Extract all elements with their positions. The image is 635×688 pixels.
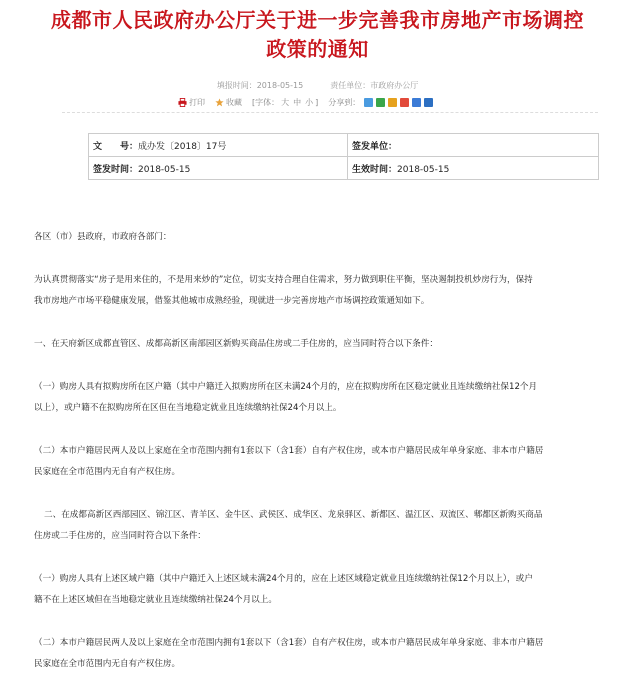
meta-date: 2018-05-15: [256, 81, 304, 90]
issue-date-value: 2018-05-15: [138, 164, 191, 175]
section-2-clause-2-line1: （二）本市户籍居民两人及以上家庭在全市范围内拥有1套以下（含1套）自有产权住房，或本市户籍居民成年单身家庭、非本市户籍居: [34, 638, 544, 648]
font-size-prefix: [字体：: [252, 98, 280, 107]
section-2-clause-2-line2: 民家庭在全市范围内无自有产权住房。: [34, 659, 181, 669]
toolbar-divider: [62, 112, 598, 113]
font-size-medium[interactable]: 中: [293, 98, 302, 107]
issuer-label: 签发单位：: [352, 141, 398, 152]
font-size-suffix: ]: [315, 98, 319, 107]
section-2-heading-line1: 二、在成都高新区西部园区、锦江区、青羊区、金牛区、武侯区、成华区、龙泉驿区、新都区、温江区、双流区、郫都区新购买商品: [44, 510, 543, 520]
font-size-switcher: [252, 97, 318, 108]
salutation: 各区（市）县政府，市政府各部门：: [34, 232, 172, 242]
paragraph-intro-line2: 我市房地产市场平稳健康发展，借鉴其他城市成熟经验，现就进一步完善房地产市场调控政策通知如下。: [34, 296, 430, 306]
printer-icon: [178, 98, 187, 107]
section-2-clause-1-line1: （一）购房人具有上述区域户籍（其中户籍迁入上述区域未满24个月的，应在上述区域稳定就业且连续缴纳社保12个月以上），或户: [34, 574, 533, 584]
section-2-clause-1-line2: 籍不在上述区域但在当地稳定就业且连续缴纳社保24个月以上。: [34, 595, 277, 605]
info-row: [89, 134, 599, 157]
issuer-cell: [348, 134, 599, 157]
print-button[interactable]: [178, 97, 205, 108]
doc-number-value: 成办发〔2018〕17号: [138, 141, 227, 152]
share-weibo-icon[interactable]: [364, 98, 373, 107]
share-douban-icon[interactable]: [412, 98, 421, 107]
section-1-clause-1-line2: 以上），或户籍不在拟购房所在区但在当地稳定就业且连续缴纳社保24个月以上。: [34, 403, 342, 413]
effective-date-value: 2018-05-15: [397, 164, 450, 175]
section-1-clause-1-line1: （一）购房人具有拟购房所在区户籍（其中户籍迁入拟购房所在区未满24个月的，应在拟购房所在区稳定就业且连续缴纳社保12个月: [34, 382, 538, 392]
star-icon: [215, 98, 224, 107]
section-1-heading: 一、在天府新区成都直管区、成都高新区南部园区新购买商品住房或二手住房的，应当同时符合以下条件：: [34, 339, 438, 349]
doc-number-cell: [89, 134, 348, 157]
print-label: 打印: [189, 98, 205, 107]
issue-date-cell: [89, 157, 348, 180]
section-1-clause-2-line1: （二）本市户籍居民两人及以上家庭在全市范围内拥有1套以下（含1套）自有产权住房，或本市户籍居民成年单身家庭、非本市户籍居: [34, 446, 544, 456]
share-tencent-icon[interactable]: [400, 98, 409, 107]
paragraph-intro-line1: 为认真贯彻落实“房子是用来住的，不是用来炒的”定位，切实支持合理自住需求，努力做到职住平衡，坚决遏制投机炒房行为，保持: [34, 275, 533, 285]
share-label: 分享到：: [328, 98, 361, 107]
section-1-clause-2-line2: 民家庭在全市范围内无自有产权住房。: [34, 467, 181, 477]
article-title-line2: 政策的通知: [266, 37, 369, 61]
effective-date-cell: [348, 157, 599, 180]
share-renren-icon[interactable]: [424, 98, 433, 107]
meta-unit: 市政府办公厅: [370, 81, 419, 90]
font-size-large[interactable]: 大: [281, 98, 290, 107]
meta-unit-label: 责任单位：: [330, 81, 371, 90]
section-2-heading-line2: 住房或二手住房的，应当同时符合以下条件：: [34, 531, 206, 541]
share-wechat-icon[interactable]: [376, 98, 385, 107]
effective-date-label: 生效时间：: [352, 164, 398, 175]
article-title-line1: 成都市人民政府办公厅关于进一步完善我市房地产市场调控: [51, 8, 584, 32]
info-row: [89, 157, 599, 180]
font-size-small[interactable]: 小: [305, 98, 314, 107]
meta-date-label: 填报时间：: [216, 81, 257, 90]
article-toolbar: [178, 97, 436, 108]
article-title: [0, 6, 635, 64]
document-info-table: [88, 133, 599, 180]
favorite-button[interactable]: [215, 97, 242, 108]
article-meta: [0, 80, 635, 91]
issue-date-label: 签发时间：: [93, 164, 139, 175]
doc-number-label: 文 号：: [93, 141, 139, 152]
share-qzone-icon[interactable]: [388, 98, 397, 107]
favorite-label: 收藏: [226, 98, 242, 107]
